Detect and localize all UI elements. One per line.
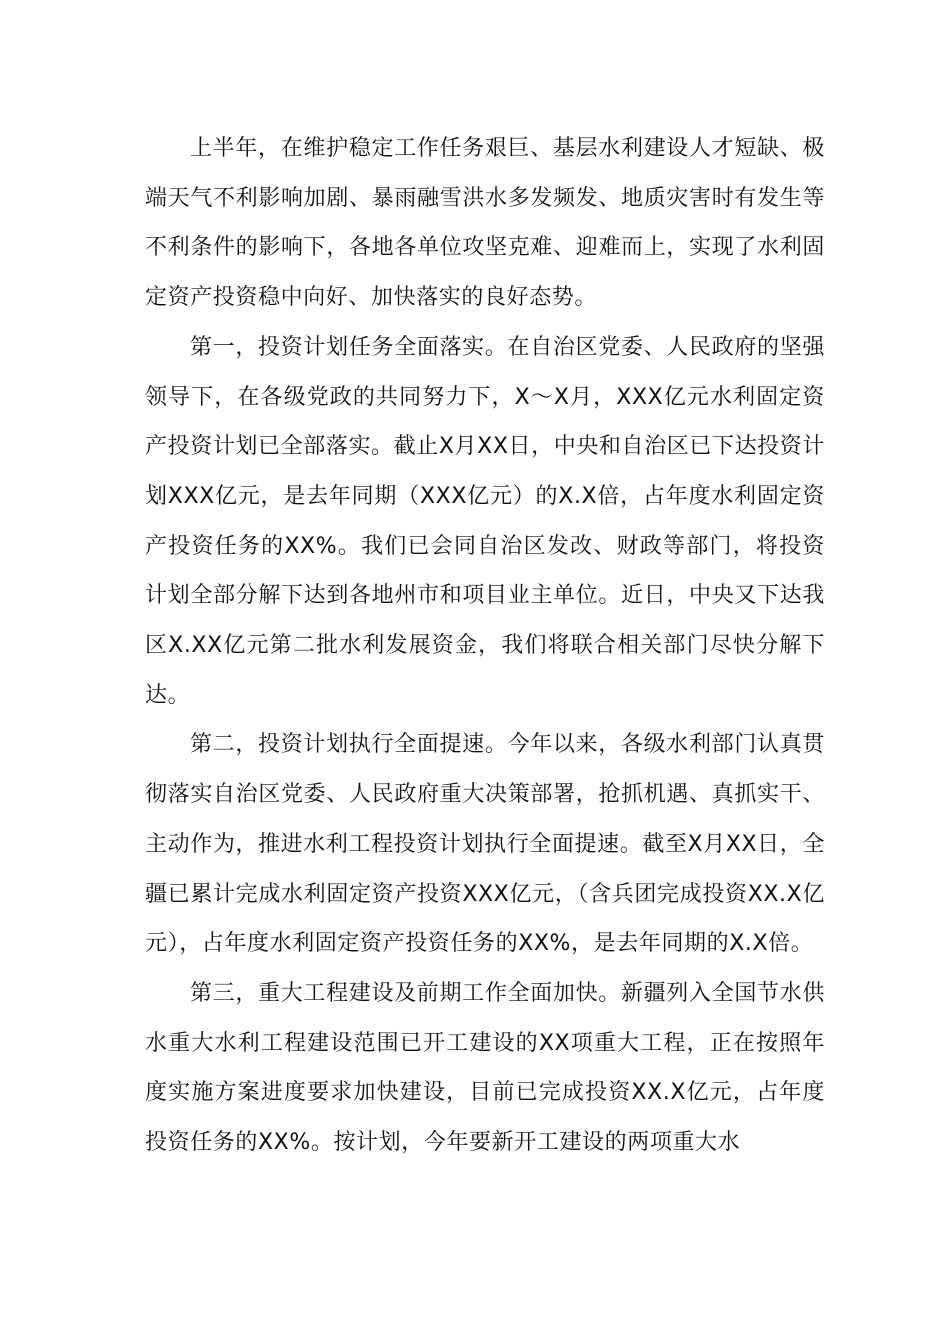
document-body [145,124,825,1168]
paragraph-third: 第三，重大工程建设及前期工作全面加快。新疆列入全国节水供水重大水利工程建设范围已开工建设的XX项重大工程，正在按照年度实施方案进度要求加快建设，目前已完成投资XX.X亿元，占年度投资任务的XX%。按计划，今年要新开工建设的两项重大水 [145,980,825,1156]
paragraph-intro: 上半年，在维护稳定工作任务艰巨、基层水利建设人才短缺、极端天气不利影响加剧、暴雨融雪洪水多发频发、地质灾害时有发生等不利条件的影响下，各地各单位攻坚克难、迎难而上，实现了水利固定资产投资稳中向好、加快落实的良好态势。 [145,136,825,311]
paragraph-first: 第一，投资计划任务全面落实。在自治区党委、人民政府的坚强领导下，在各级党政的共同努力下，X～X月，XXX亿元水利固定资产投资计划已全部落实。截止X月XX日，中央和自治区已下达投资计划XXX亿元，是去年同期（XXX亿元）的X.X倍，占年度水利固定资产投资任务的XX%。我们已会同自治区发改、财政等部门，将投资计划全部分解下达到各地州市和项目业主单位。近日，中央又下达我区X.XX亿元第二批水利发展资金，我们将联合相关部门尽快分解下达。 [145,334,825,708]
paragraph-second: 第二，投资计划执行全面提速。今年以来，各级水利部门认真贯彻落实自治区党委、人民政府重大决策部署，抢抓机遇、真抓实干、主动作为，推进水利工程投资计划执行全面提速。截至X月XX日，全疆已累计完成水利固定资产投资XXX亿元，（含兵团完成投资XX.X亿元），占年度水利固定资产投资任务的XX%，是去年同期的X.X倍。 [145,732,825,957]
